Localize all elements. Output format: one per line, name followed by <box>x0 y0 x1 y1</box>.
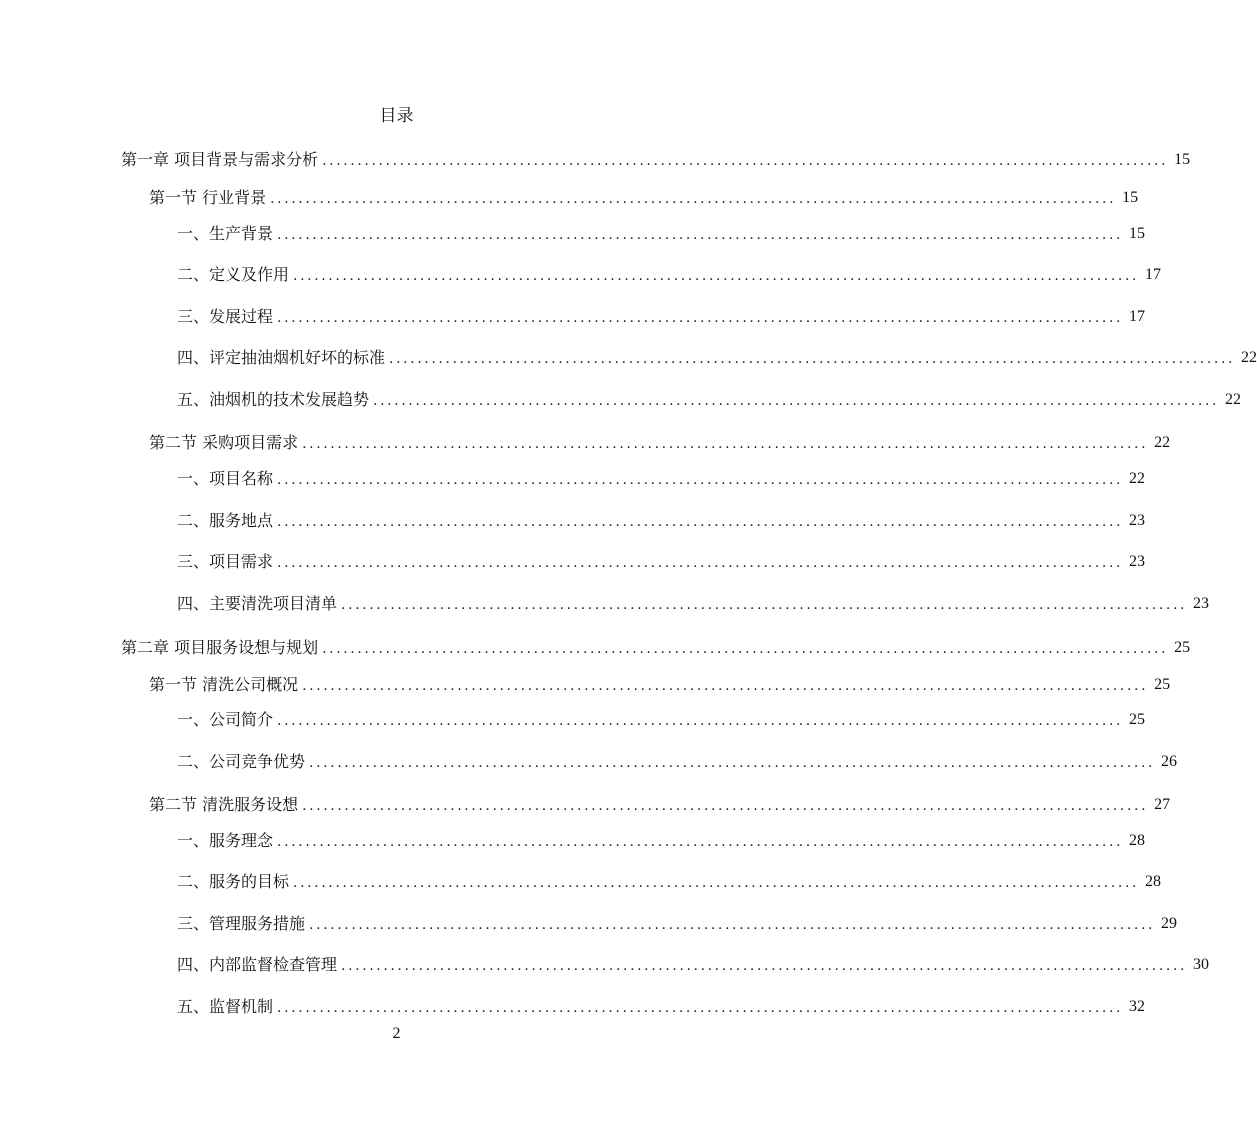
toc-leader-dots: ........................................................................................................................ <box>293 875 1140 891</box>
toc-entry[interactable] <box>0 636 1191 660</box>
toc-leader-dots: ........................................................................................................................ <box>302 798 1149 814</box>
toc-entry-page: 26 <box>1161 753 1178 770</box>
toc-entry[interactable] <box>0 708 1146 732</box>
toc-leader-dots: ........................................................................................................................ <box>277 514 1124 530</box>
toc-entry-page: 22 <box>1225 391 1242 408</box>
toc-leader-dots: ........................................................................................................................ <box>277 310 1124 326</box>
toc-entry[interactable] <box>0 829 1146 853</box>
toc-leader-dots: ........................................................................................................................ <box>277 1000 1124 1016</box>
toc-entry-label: 一、生产背景 <box>177 224 274 243</box>
toc-entry[interactable] <box>0 431 1171 455</box>
toc-entry-page: 22 <box>1154 434 1171 451</box>
toc-entry[interactable] <box>0 148 1191 172</box>
toc-title: 目录 <box>379 106 414 126</box>
toc-entry-page: 23 <box>1129 512 1146 529</box>
toc-entry-page: 17 <box>1145 266 1162 283</box>
toc-entry-label: 五、油烟机的技术发展趋势 <box>177 390 370 409</box>
toc-leader-dots: ........................................................................................................................ <box>270 191 1117 207</box>
toc-entry-label: 第一节 行业背景 <box>149 188 267 207</box>
toc-entry-page: 17 <box>1129 308 1146 325</box>
toc-entry-label: 一、公司简介 <box>177 710 274 729</box>
toc-entry-page: 30 <box>1193 956 1210 973</box>
toc-entry-page: 25 <box>1174 639 1191 656</box>
toc-entry[interactable] <box>0 995 1146 1019</box>
toc-entry[interactable] <box>0 870 1162 894</box>
toc-entry-label: 一、服务理念 <box>177 831 274 850</box>
toc-leader-dots: ........................................................................................................................ <box>277 834 1124 850</box>
toc-leader-dots: ........................................................................................................................ <box>309 917 1156 933</box>
toc-entry-page: 23 <box>1193 595 1210 612</box>
toc-entry[interactable] <box>0 673 1171 697</box>
toc-entry-page: 28 <box>1145 873 1162 890</box>
toc-entry-label: 第一章 项目背景与需求分析 <box>121 150 319 169</box>
toc-leader-dots: ........................................................................................................................ <box>277 713 1124 729</box>
toc-entry-label: 二、服务地点 <box>177 511 274 530</box>
toc-entry-label: 四、评定抽油烟机好坏的标准 <box>177 348 386 367</box>
toc-leader-dots: ........................................................................................................................ <box>277 472 1124 488</box>
toc-entry[interactable] <box>0 186 1139 210</box>
toc-entry-page: 32 <box>1129 998 1146 1015</box>
toc-entry[interactable] <box>0 750 1178 774</box>
toc-entry-label: 三、管理服务措施 <box>177 914 306 933</box>
toc-entry[interactable] <box>0 467 1146 491</box>
toc-entry-page: 25 <box>1154 676 1171 693</box>
toc-entry-label: 第一节 清洗公司概况 <box>149 675 299 694</box>
toc-entry[interactable] <box>0 388 1242 412</box>
toc-entry[interactable] <box>0 793 1171 817</box>
toc-entry-page: 25 <box>1129 711 1146 728</box>
toc-entry-page: 29 <box>1161 915 1178 932</box>
toc-leader-dots: ........................................................................................................................ <box>277 227 1124 243</box>
toc-leader-dots: ........................................................................................................................ <box>389 351 1236 367</box>
toc-leader-dots: ........................................................................................................................ <box>322 153 1169 169</box>
toc-entry-label: 三、项目需求 <box>177 552 274 571</box>
toc-entry-page: 23 <box>1129 553 1146 570</box>
page-number: 2 <box>392 1025 401 1042</box>
toc-entry[interactable] <box>0 592 1210 616</box>
toc-leader-dots: ........................................................................................................................ <box>302 436 1149 452</box>
toc-entry-label: 四、主要清洗项目清单 <box>177 594 338 613</box>
toc-entry-page: 22 <box>1129 470 1146 487</box>
toc-entry-label: 第二章 项目服务设想与规划 <box>121 638 319 657</box>
toc-entry-label: 二、公司竞争优势 <box>177 752 306 771</box>
toc-entry-page: 27 <box>1154 796 1171 813</box>
toc-entry-label: 三、发展过程 <box>177 307 274 326</box>
toc-entry[interactable] <box>0 953 1210 977</box>
toc-entry-label: 二、定义及作用 <box>177 265 290 284</box>
toc-leader-dots: ........................................................................................................................ <box>302 678 1149 694</box>
toc-leader-dots: ........................................................................................................................ <box>341 597 1188 613</box>
toc-leader-dots: ........................................................................................................................ <box>309 755 1156 771</box>
toc-entry-label: 第二节 采购项目需求 <box>149 433 299 452</box>
toc-entry[interactable] <box>0 509 1146 533</box>
toc-leader-dots: ........................................................................................................................ <box>322 641 1169 657</box>
toc-entry[interactable] <box>0 222 1146 246</box>
toc-leader-dots: ........................................................................................................................ <box>341 958 1188 974</box>
toc-entry[interactable] <box>0 912 1178 936</box>
toc-leader-dots: ........................................................................................................................ <box>293 268 1140 284</box>
toc-leader-dots: ........................................................................................................................ <box>277 555 1124 571</box>
toc-entry-label: 二、服务的目标 <box>177 872 290 891</box>
toc-entry-label: 五、监督机制 <box>177 997 274 1016</box>
toc-entry-label: 四、内部监督检查管理 <box>177 955 338 974</box>
toc-entry-page: 28 <box>1129 832 1146 849</box>
toc-entry[interactable] <box>0 346 1257 370</box>
toc-entry-page: 15 <box>1122 189 1139 206</box>
toc-entry-page: 15 <box>1174 151 1191 168</box>
toc-entry[interactable] <box>0 305 1146 329</box>
toc-entry[interactable] <box>0 550 1146 574</box>
toc-entry[interactable] <box>0 263 1162 287</box>
toc-entry-page: 22 <box>1241 349 1257 366</box>
toc-leader-dots: ........................................................................................................................ <box>373 393 1220 409</box>
toc-entry-label: 第二节 清洗服务设想 <box>149 795 299 814</box>
toc-entry-label: 一、项目名称 <box>177 469 274 488</box>
toc-entry-page: 15 <box>1129 225 1146 242</box>
